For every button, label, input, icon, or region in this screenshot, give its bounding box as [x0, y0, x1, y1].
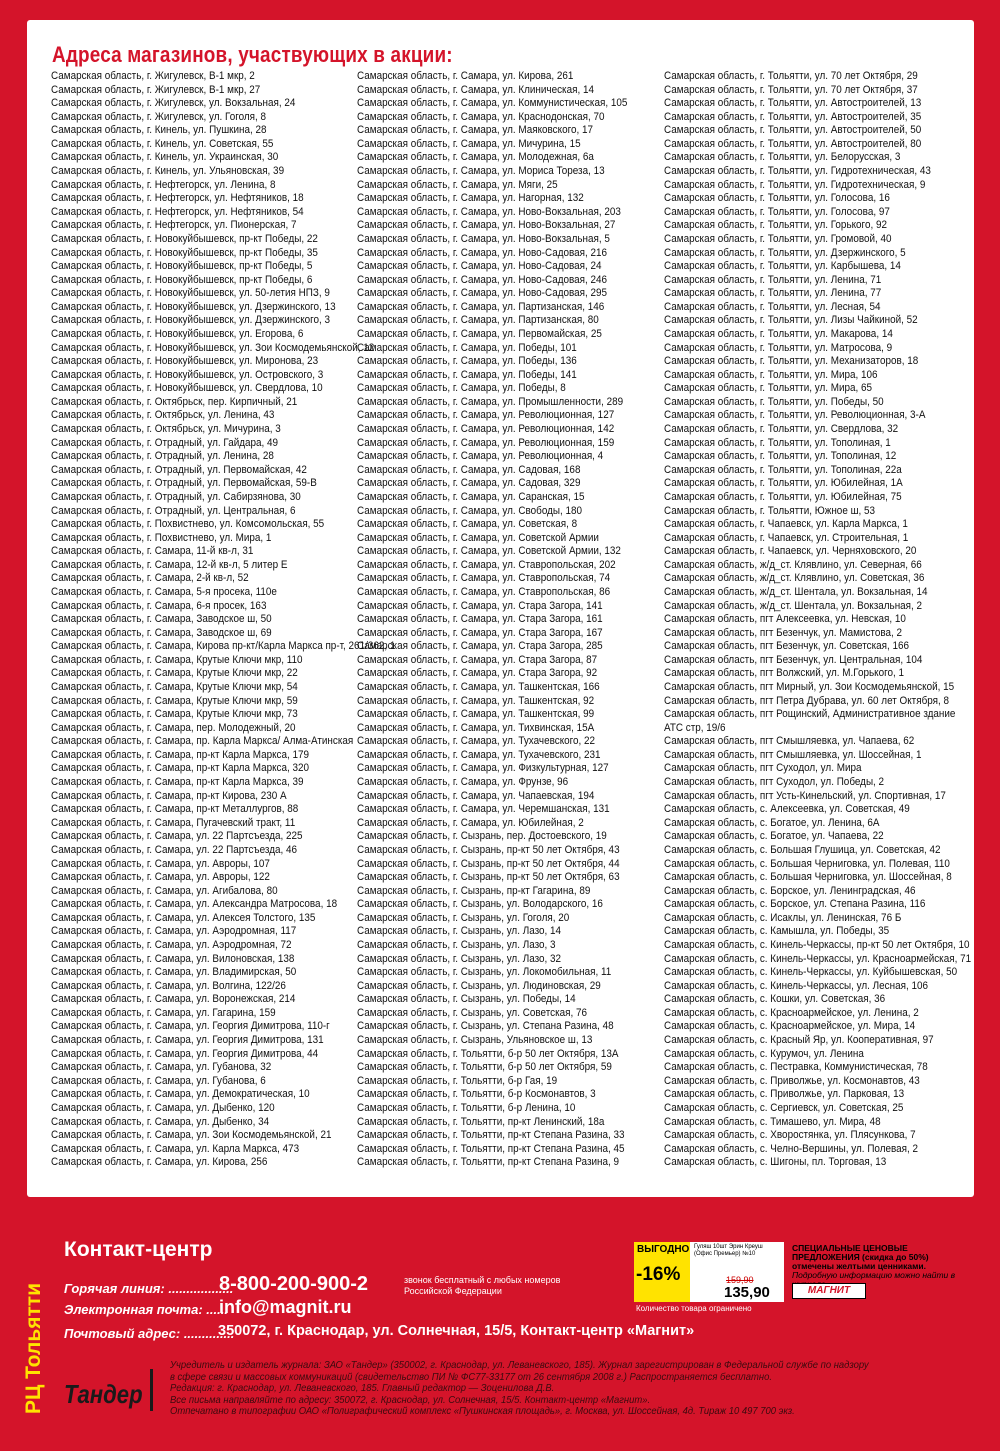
store-address: Самарская область, г. Тольятти, ул. Громовой, 40 — [664, 232, 892, 245]
store-address: Самарская область, г. Самара, ул. Советской Армии, 132 — [357, 545, 621, 558]
store-address: Самарская область, г. Самара, ул. Стара Загора, 141 — [357, 599, 603, 612]
store-address: Самарская область, г. Тольятти, ул. Гидротехническая, 43 — [664, 165, 931, 178]
store-address: Самарская область, г. Самара, ул. Нагорная, 132 — [357, 192, 584, 205]
store-address: Самарская область, г. Самара, ул. Революционная, 159 — [357, 436, 615, 449]
store-address: Самарская область, г. Самара, ул. Партизанская, 146 — [357, 300, 605, 313]
store-address: Самарская область, г. Нефтегорск, ул. Ленина, 8 — [51, 178, 276, 191]
store-address: Самарская область, г. Тольятти, б-р Ленина, 10 — [357, 1101, 576, 1114]
store-address: Самарская область, г. Самара, ул. Фрунзе, 96 — [357, 776, 569, 789]
store-address: Самарская область, г. Тольятти, б-р 50 лет Октября, 59 — [357, 1061, 612, 1074]
store-address: Самарская область, г. Самара, ул. Мичурина, 15 — [357, 137, 581, 150]
store-address: Самарская область, г. Сызрань, ул. Лазо, 3 — [357, 939, 556, 951]
store-address: Самарская область, г. Самара, ул. Вилоновская, 138 — [51, 952, 295, 965]
store-address: Самарская область, г. Сызрань, Ульяновское ш, 13 — [357, 1034, 593, 1047]
store-address: Самарская область, г. Самара, Заводское ш, 50 — [51, 613, 272, 626]
store-address: Самарская область, г. Самара, ул. Авроры, 122 — [51, 871, 270, 884]
store-address: Самарская область, пгт Безенчук, ул. Центральная, 104 — [664, 653, 923, 666]
store-address: Самарская область, г. Нефтегорск, ул. Пионерская, 7 — [51, 219, 297, 232]
store-address: Самарская область, г. Тольятти, ул. Автостроителей, 80 — [664, 137, 922, 150]
store-address: Самарская область, г. Самара, ул. Ново-Вокзальная, 5 — [357, 232, 610, 245]
store-address: Самарская область, г. Самара, ул. Мориса Тореза, 13 — [357, 165, 605, 178]
store-address: Самарская область, г. Самара, ул. Гагарина, 159 — [51, 1006, 276, 1019]
store-address: Самарская область, г. Жигулевск, В-1 мкр, 27 — [51, 83, 261, 96]
store-address: Самарская область, г. Самара, ул. Ташкентская, 92 — [357, 694, 595, 707]
store-address: Самарская область, г. Тольятти, ул. Победы, 50 — [664, 395, 884, 408]
store-address: Самарская область, пгт Волжский, ул. М.Горького, 1 — [664, 667, 904, 680]
store-address: Самарская область, г. Тольятти, Южное ш, 53 — [664, 504, 876, 517]
store-address: Самарская область, г. Тольятти, ул. 70 лет Октября, 37 — [664, 83, 918, 96]
store-address: Самарская область, г. Новокуйбышевск, ул. Островского, 3 — [51, 368, 324, 381]
store-address: Самарская область, г. Новокуйбышевск, пр-кт Победы, 5 — [51, 260, 313, 273]
store-address: Самарская область, ж/д_ст. Клявлино, ул. Северная, 66 — [664, 558, 922, 571]
store-address: Самарская область, г. Самара, пр-кт Кирова, 230 А — [51, 789, 287, 802]
store-address: Самарская область, г. Самара, ул. Стара Загора, 161 — [357, 613, 603, 626]
store-address: Самарская область, г. Сызрань, ул. Лазо, 14 — [357, 925, 562, 938]
store-address: Самарская область, г. Самара, ул. Стара Загора, 167 — [357, 626, 603, 639]
store-address: Самарская область, г. Кинель, ул. Ульяновская, 39 — [51, 165, 285, 178]
special-offers-sub: Подробную информацию можно найти в — [792, 1270, 956, 1280]
store-address: Самарская область, г. Самара, ул. Саранская, 15 — [357, 490, 585, 503]
store-address: Самарская область, г. Новокуйбышевск, ул. Миронова, 23 — [51, 355, 319, 368]
store-address: Самарская область, г. Самара, ул. Клиническая, 14 — [357, 83, 594, 96]
store-address: Самарская область, г. Самара, ул. Демократическая, 10 — [51, 1088, 310, 1101]
store-address: Самарская область, г. Самара, ул. Маяковского, 17 — [357, 124, 593, 137]
store-address: Самарская область, г. Самара, Крутые Ключи мкр, 59 — [51, 694, 298, 707]
store-address: Самарская область, с. Кинель-Черкассы, ул. Лесная, 106 — [664, 979, 928, 992]
store-address: Самарская область, пгт Суходол, ул. Победы, 2 — [664, 776, 885, 789]
store-address: Самарская область, пгт Безенчук, ул. Мамистова, 2 — [664, 626, 902, 639]
store-address: Самарская область, пгт Безенчук, ул. Советская, 166 — [664, 640, 910, 653]
store-address: Самарская область, г. Тольятти, ул. Революционная, 3-А — [664, 409, 926, 422]
store-address: Самарская область, ж/д_ст. Шентала, ул. Вокзальная, 14 — [664, 585, 928, 598]
store-address: Самарская область, г. Сызрань, пр-кт 50 лет Октября, 63 — [357, 871, 620, 884]
store-address: Самарская область, г. Тольятти, пр-кт Ленинский, 18а — [357, 1115, 605, 1128]
store-address: Самарская область, г. Самара, ул. Садовая, 168 — [357, 463, 581, 476]
store-address: Самарская область, г. Сызрань, ул. Степана Разина, 48 — [357, 1020, 614, 1033]
store-address: Самарская область, г. Октябрьск, ул. Ленина, 43 — [51, 409, 275, 422]
store-address: Самарская область, с. Кинель-Черкассы, ул. Красноармейская, 71 — [664, 952, 972, 965]
store-address: Самарская область, г. Самара, ул. Молодежная, 6а — [357, 151, 594, 164]
store-address: Самарская область, г. Самара, 5-я просека, 110е — [51, 585, 277, 598]
store-address: Самарская область, г. Тольятти, ул. Мира, 65 — [664, 382, 873, 395]
store-address: Самарская область, г. Самара, ул. Промышленности, 289 — [357, 395, 624, 408]
store-address: Самарская область, пгт Смышляевка, ул. Шоссейная, 1 — [664, 748, 922, 761]
store-address: Самарская область, г. Самара, ул. Ставропольская, 74 — [357, 572, 611, 585]
promo-discount: -16% — [636, 1264, 681, 1285]
store-address: Самарская область, г. Самара, ул. Свободы, 180 — [357, 504, 583, 517]
store-address: Самарская область, с. Большая Глушица, ул. Советская, 42 — [664, 843, 941, 856]
store-address: Самарская область, с. Приволжье, ул. Космонавтов, 43 — [664, 1074, 920, 1087]
store-address: Самарская область, г. Самара, ул. Физкультурная, 127 — [357, 762, 609, 775]
store-address: Самарская область, г. Самара, ул. Коммунистическая, 105 — [357, 97, 628, 110]
store-address: Самарская область, с. Богатое, ул. Чапаева, 22 — [664, 830, 884, 843]
store-address: Самарская область, г. Самара, ул. Аэродромная, 117 — [51, 925, 297, 938]
store-address: Самарская область, г. Тольятти, ул. Горького, 92 — [664, 219, 887, 232]
promo-product: Гуляш 10шт Эрин Креуш (Офис Премьер) №10 — [694, 1244, 763, 1257]
store-address: Самарская область, г. Нефтегорск, ул. Нефтяников, 18 — [51, 192, 304, 205]
store-address: Самарская область, г. Похвистнево, ул. Комсомольская, 55 — [51, 518, 325, 531]
store-address: Самарская область, г. Самара, ул. Георгия Димитрова, 131 — [51, 1034, 324, 1047]
store-address: Самарская область, г. Самара, ул. Георгия Димитрова, 44 — [51, 1047, 319, 1060]
store-address: Самарская область, г. Сызрань, пр-кт 50 лет Октября, 43 — [357, 843, 620, 856]
store-address: Самарская область, с. Хворостянка, ул. Плясункова, 7 — [664, 1129, 916, 1142]
store-address: Самарская область, с. Кинель-Черкассы, пр-кт 50 лет Октября, 10 — [664, 939, 970, 951]
store-address: Самарская область, г. Тольятти, пр-кт Степана Разина, 9 — [357, 1156, 619, 1169]
store-address: Самарская область, г. Самара, пр. Карла Маркса/ Алма-Атинская — [51, 735, 354, 748]
store-address: Самарская область, г. Сызрань, ул. Локомобильная, 11 — [357, 966, 612, 979]
store-address: Самарская область, с. Кошки, ул. Советская, 36 — [664, 993, 886, 1006]
store-address: Самарская область, г. Самара, ул. Ташкентская, 166 — [357, 681, 600, 694]
store-address: Самарская область, г. Самара, ул. Победы, 8 — [357, 382, 566, 395]
store-address: Самарская область, г. Самара, ул. Революционная, 4 — [357, 450, 604, 463]
store-address: Самарская область, г. Тольятти, б-р Космонавтов, 3 — [357, 1088, 596, 1101]
store-address: Самарская область, г. Чапаевск, ул. Черняховского, 20 — [664, 545, 917, 558]
store-address: Самарская область, с. Красный Яр, ул. Кооперативная, 97 — [664, 1034, 934, 1047]
hotline-number[interactable]: 8-800-200-900-2 — [219, 1273, 368, 1295]
store-address: Самарская область, г. Самара, ул. 22 Партсъезда, 46 — [51, 843, 298, 856]
store-address: Самарская область, г. Тольятти, ул. Белорусская, 3 — [664, 151, 901, 164]
store-address: Самарская область, г. Самара, ул. Ново-Вокзальная, 27 — [357, 219, 616, 232]
promo-price-tag — [634, 1242, 784, 1302]
store-address: Самарская область, г. Сызрань, пер. Достоевского, 19 — [357, 830, 607, 843]
store-address: Самарская область, г. Самара, 2-й кв-л, 52 — [51, 572, 249, 585]
store-address: Самарская область, г. Новокуйбышевск, пр-кт Победы, 6 — [51, 273, 313, 286]
store-address: Самарская область, г. Самара, пр-кт Карла Маркса, 179 — [51, 748, 310, 761]
store-address: Самарская область, г. Новокуйбышевск, пр-кт Победы, 22 — [51, 232, 318, 245]
store-address: Самарская область, г. Самара, 12-й кв-л, 5 литер Е — [51, 558, 288, 571]
store-address: Самарская область, г. Тольятти, ул. Тополиная, 1 — [664, 436, 891, 449]
imprint — [170, 1360, 980, 1418]
store-address: Самарская область, г. Тольятти, ул. Юбилейная, 1А — [664, 477, 903, 490]
promo-old-price: 159,90 — [726, 1275, 754, 1285]
store-address: Самарская область, г. Самара, ул. Победы, 136 — [357, 355, 577, 368]
imprint-line: Все письма направляйте по адресу: 350072, г. Краснодар, ул. Солнечная, 15/5. Контакт-центр «Магнит». — [170, 1393, 651, 1406]
store-address: Самарская область, г. Самара, ул. Черемшанская, 131 — [357, 803, 610, 816]
store-address: Самарская область, г. Сызрань, ул. Людиновская, 29 — [357, 979, 601, 992]
store-address: Самарская область, г. Тольятти, ул. Тополиная, 22а — [664, 463, 902, 476]
store-address: Самарская область, г. Самара, ул. Победы, 101 — [357, 341, 577, 354]
store-address: Самарская область, г. Кинель, ул. Украинская, 30 — [51, 151, 279, 164]
store-address: Самарская область, г. Самара, ул. Ташкентская, 99 — [357, 708, 595, 721]
tander-logo-bar — [150, 1369, 153, 1411]
store-address: Самарская область, г. Отрадный, ул. Ленина, 28 — [51, 450, 274, 463]
store-address: Самарская область, г. Тольятти, ул. Автостроителей, 50 — [664, 124, 922, 137]
store-address: Самарская область, г. Тольятти, пр-кт Степана Разина, 45 — [357, 1142, 625, 1155]
store-address: Самарская область, г. Самара, ул. Революционная, 127 — [357, 409, 615, 422]
store-address: АТС стр, 19/6 — [664, 721, 726, 734]
store-address: Самарская область, г. Сызрань, ул. Володарского, 16 — [357, 898, 603, 911]
promo-new-price: 135,90 — [724, 1284, 770, 1301]
store-address: Самарская область, г. Сызрань, ул. Гоголя, 20 — [357, 911, 570, 924]
store-address: Самарская область, г. Тольятти, ул. Свердлова, 32 — [664, 423, 899, 436]
store-address: Самарская область, г. Самара, ул. Тухачевского, 22 — [357, 735, 596, 748]
store-address: Самарская область, г. Самара, ул. Партизанская, 80 — [357, 314, 599, 327]
store-address: Самарская область, г. Самара, ул. Ново-Садовая, 246 — [357, 273, 608, 286]
store-address: Самарская область, пгт Суходол, ул. Мира — [664, 762, 862, 775]
store-address: Самарская область, с. Шигоны, пл. Торговая, 13 — [664, 1156, 887, 1169]
store-address: Самарская область, пгт Рощинский, Административное здание — [664, 708, 956, 721]
store-address: Самарская область, г. Нефтегорск, ул. Нефтяников, 54 — [51, 205, 304, 218]
store-address: Самарская область, г. Самара, ул. Тихвинская, 15А — [357, 721, 595, 734]
store-address: Самарская область, г. Самара, Кирова пр-кт/Карла Маркса пр-т, 261/362, 1 — [51, 640, 396, 653]
store-address: Самарская область, г. Самара, пр-кт Металлургов, 88 — [51, 803, 299, 816]
promo-qty-note: Количество товара ограничено — [636, 1304, 752, 1313]
store-address: Самарская область, г. Самара, ул. Ново-Садовая, 216 — [357, 246, 608, 259]
store-address: Самарская область, г. Самара, пер. Молодежный, 20 — [51, 721, 296, 734]
store-address: Самарская область, с. Пестравка, Коммунистическая, 78 — [664, 1061, 928, 1074]
store-address: Самарская область, г. Самара, ул. Стара Загора, 87 — [357, 653, 598, 666]
imprint-line: Редакция: г. Краснодар, ул. Леваневского, 185. Главный редактор — Зоценилова Д.В. — [170, 1382, 555, 1394]
store-address: Самарская область, г. Самара, ул. Георгия Димитрова, 110-г — [51, 1020, 330, 1033]
store-address: Самарская область, г. Тольятти, пр-кт Степана Разина, 33 — [357, 1129, 625, 1142]
store-address: Самарская область, г. Самара, ул. Дыбенко, 34 — [51, 1115, 270, 1128]
store-address: Самарская область, г. Самара, Крутые Ключи мкр, 54 — [51, 681, 298, 694]
store-address: Самарская область, пгт Алексеевка, ул. Невская, 10 — [664, 613, 906, 626]
store-address: Самарская область, г. Новокуйбышевск, ул. Свердлова, 10 — [51, 382, 323, 395]
store-address: Самарская область, г. Тольятти, ул. Голосова, 16 — [664, 192, 890, 205]
address-column-3 — [664, 70, 972, 1170]
store-address: Самарская область, пгт Петра Дубрава, ул. 60 лет Октября, 8 — [664, 694, 950, 707]
store-address: Самарская область, с. Большая Черниговка, ул. Полевая, 110 — [664, 857, 950, 870]
store-address: Самарская область, г. Самара, ул. Ново-Вокзальная, 203 — [357, 205, 621, 218]
store-address: Самарская область, с. Кинель-Черкассы, ул. Куйбышевская, 50 — [664, 966, 958, 979]
store-address: Самарская область, г. Самара, Крутые Ключи мкр, 22 — [51, 667, 298, 680]
store-address: Самарская область, с. Приволжье, ул. Парковая, 13 — [664, 1088, 905, 1101]
store-address: Самарская область, г. Октябрьск, ул. Мичурина, 3 — [51, 423, 281, 436]
store-address: Самарская область, г. Самара, ул. Революционная, 142 — [357, 423, 615, 436]
special-offers-title: СПЕЦИАЛЬНЫЕ ЦЕНОВЫЕ ПРЕДЛОЖЕНИЯ (скидка до 50%) отмечены желтыми ценниками. — [792, 1243, 929, 1271]
store-address: Самарская область, г. Самара, ул. Алексея Толстого, 135 — [51, 911, 316, 924]
store-address: Самарская область, г. Самара, ул. Мяги, 25 — [357, 178, 558, 191]
postal-label: Почтовый адрес: .............. — [64, 1326, 235, 1341]
store-address: Самарская область, г. Тольятти, ул. Лесная, 54 — [664, 300, 881, 313]
store-address: Самарская область, г. Самара, ул. Победы, 141 — [357, 368, 577, 381]
store-address: Самарская область, г. Самара, ул. Александра Матросова, 18 — [51, 898, 338, 911]
store-address: Самарская область, с. Камышла, ул. Победы, 35 — [664, 925, 890, 938]
store-address: Самарская область, ж/д_ст. Шентала, ул. Вокзальная, 2 — [664, 599, 923, 612]
store-address: Самарская область, г. Самара, пр-кт Карла Маркса, 39 — [51, 776, 304, 789]
store-address: Самарская область, г. Самара, ул. Аэродромная, 72 — [51, 939, 292, 951]
email-link[interactable]: info@magnit.ru — [219, 1297, 352, 1317]
store-address: Самарская область, г. Сызрань, пр-кт Гагарина, 89 — [357, 884, 591, 897]
store-address: Самарская область, г. Тольятти, б-р 50 лет Октября, 13А — [357, 1047, 619, 1060]
store-address: Самарская область, г. Новокуйбышевск, ул. 50-летия НПЗ, 9 — [51, 287, 330, 300]
store-address: Самарская область, г. Самара, ул. Первомайская, 25 — [357, 327, 602, 340]
store-address: Самарская область, г. Самара, Крутые Ключи мкр, 110 — [51, 653, 303, 666]
store-address: Самарская область, с. Богатое, ул. Ленина, 6А — [664, 816, 880, 829]
store-address: Самарская область, г. Самара, ул. Ставропольская, 86 — [357, 585, 611, 598]
store-address: Самарская область, с. Красноармейское, ул. Мира, 14 — [664, 1020, 916, 1033]
store-address: Самарская область, г. Самара, ул. Советской Армии — [357, 531, 599, 544]
store-address: Самарская область, г. Самара, ул. Дыбенко, 120 — [51, 1101, 275, 1114]
store-address: Самарская область, г. Самара, ул. Владимирская, 50 — [51, 966, 297, 979]
store-address: Самарская область, г. Октябрьск, пер. Кирпичный, 21 — [51, 395, 298, 408]
store-address: Самарская область, г. Самара, ул. Зои Космодемьянской, 21 — [51, 1129, 332, 1142]
imprint-line: Учредитель и издатель журнала: ЗАО «Тандер» (350002, г. Краснодар, ул. Леваневского, 185). Журнал зарегистрирован в Федеральной службе по надзору — [170, 1359, 869, 1371]
store-address: Самарская область, г. Новокуйбышевск, ул. Егорова, 6 — [51, 327, 304, 340]
store-address: Самарская область, г. Самара, ул. Ставропольская, 202 — [357, 558, 616, 571]
contact-title: Контакт-центр — [64, 1238, 213, 1261]
store-address: Самарская область, г. Самара, ул. Стара Загора, 92 — [357, 667, 598, 680]
imprint-line: Отпечатано в типографии ОАО «Полиграфический комплекс «Пушкинская площадь», г. Москва, ул. Шоссейная, 4д. Тираж 10 497 700 экз. — [170, 1405, 795, 1417]
store-address: Самарская область, г. Новокуйбышевск, пр-кт Победы, 35 — [51, 246, 318, 259]
store-address: Самарская область, г. Сызрань, ул. Советская, 76 — [357, 1006, 588, 1019]
store-address: Самарская область, г. Отрадный, ул. Сабирзянова, 30 — [51, 490, 301, 503]
store-address: Самарская область, с. Сергиевск, ул. Советская, 25 — [664, 1101, 904, 1114]
store-address: Самарская область, с. Красноармейское, ул. Ленина, 2 — [664, 1006, 919, 1019]
store-address: Самарская область, г. Тольятти, б-р Гая, 19 — [357, 1074, 558, 1087]
store-address: Самарская область, г. Самара, ул. Губанова, 6 — [51, 1074, 266, 1087]
store-address: Самарская область, с. Курумоч, ул. Ленина — [664, 1047, 864, 1060]
store-address: Самарская область, г. Жигулевск, ул. Вокзальная, 24 — [51, 97, 296, 110]
store-address: Самарская область, г. Самара, Пугачевский тракт, 11 — [51, 816, 296, 829]
store-address: Самарская область, г. Сызрань, ул. Лазо, 32 — [357, 952, 562, 965]
store-address: Самарская область, г. Тольятти, ул. Тополиная, 12 — [664, 450, 897, 463]
store-address: Самарская область, пгт Смышляевка, ул. Чапаева, 62 — [664, 735, 915, 748]
store-address: Самарская область, г. Самара, ул. Карла Маркса, 473 — [51, 1142, 300, 1155]
store-address: Самарская область, г. Чапаевск, ул. Карла Маркса, 1 — [664, 518, 908, 531]
hotline-note: звонок бесплатный с любых номеров Российской Федерации — [404, 1275, 561, 1296]
store-address: Самарская область, с. Борское, ул. Степана Разина, 116 — [664, 898, 926, 911]
store-address: Самарская область, г. Жигулевск, ул. Гоголя, 8 — [51, 110, 267, 123]
tander-logo-text: Тандер — [64, 1379, 143, 1409]
store-address: Самарская область, г. Тольятти, ул. Гидротехническая, 9 — [664, 178, 926, 191]
tander-logo — [60, 1369, 160, 1411]
store-address: Самарская область, г. Самара, ул. Губанова, 32 — [51, 1061, 272, 1074]
address-column-1 — [51, 70, 396, 1170]
store-address: Самарская область, г. Новокуйбышевск, ул. Дзержинского, 13 — [51, 300, 336, 313]
store-address: Самарская область, г. Самара, ул. Советская, 8 — [357, 518, 578, 531]
store-address: Самарская область, г. Самара, пр-кт Карла Маркса, 320 — [51, 762, 310, 775]
store-address: Самарская область, г. Отрадный, ул. Первомайская, 42 — [51, 463, 307, 476]
store-address: Самарская область, г. Тольятти, ул. Ленина, 77 — [664, 287, 882, 300]
store-address: Самарская область, с. Борское, ул. Ленинградская, 46 — [664, 884, 916, 897]
store-address: Самарская область, г. Самара, ул. Ново-Садовая, 295 — [357, 287, 608, 300]
magnit-logo: МАГНИТ — [792, 1283, 866, 1299]
store-address: Самарская область, г. Жигулевск, В-1 мкр, 2 — [51, 70, 255, 82]
store-address: Самарская область, г. Самара, ул. Авроры, 107 — [51, 857, 270, 870]
store-address: Самарская область, г. Тольятти, ул. Мира, 106 — [664, 368, 878, 381]
address-column-2 — [357, 70, 647, 1170]
store-address: Самарская область, г. Тольятти, ул. Механизаторов, 18 — [664, 355, 919, 368]
store-address: Самарская область, г. Тольятти, ул. Автостроителей, 13 — [664, 97, 922, 110]
store-address: Самарская область, с. Исаклы, ул. Ленинская, 76 Б — [664, 911, 902, 924]
store-address: Самарская область, г. Сызрань, пр-кт 50 лет Октября, 44 — [357, 857, 620, 870]
store-address: Самарская область, с. Большая Черниговка, ул. Шоссейная, 8 — [664, 871, 952, 884]
store-address: Самарская область, пгт Мирный, ул. Зои Космодемьянской, 15 — [664, 681, 955, 694]
store-address: Самарская область, с. Челно-Вершины, ул. Полевая, 2 — [664, 1142, 919, 1155]
store-address: Самарская область, с. Алексеевка, ул. Советская, 49 — [664, 803, 910, 816]
store-address: Самарская область, с. Тимашево, ул. Мира, 48 — [664, 1115, 881, 1128]
store-address: Самарская область, г. Самара, 6-я просек, 163 — [51, 599, 267, 612]
store-address: Самарская область, г. Отрадный, ул. Центральная, 6 — [51, 504, 296, 517]
store-address: Самарская область, г. Самара, ул. Краснодонская, 70 — [357, 110, 605, 123]
imprint-line: в сфере связи и массовых коммуникаций (свидетельство ПИ № ФС77-33177 от 26 сентября 2008 г.) Распространяется бесплатно. — [170, 1370, 772, 1383]
store-address: Самарская область, г. Тольятти, ул. Ленина, 71 — [664, 273, 882, 286]
store-address: Самарская область, г. Тольятти, ул. Матросова, 9 — [664, 341, 893, 354]
hotline-label: Горячая линия: .................. — [64, 1281, 234, 1296]
store-address: Самарская область, г. Кинель, ул. Пушкина, 28 — [51, 124, 267, 137]
store-address: Самарская область, пгт Усть-Кинельский, ул. Спортивная, 17 — [664, 789, 946, 802]
store-address: Самарская область, г. Чапаевск, ул. Строительная, 1 — [664, 531, 909, 544]
store-address: Самарская область, г. Самара, Заводское ш, 69 — [51, 626, 272, 639]
store-address: Самарская область, г. Тольятти, ул. Автостроителей, 35 — [664, 110, 922, 123]
store-address: Самарская область, г. Самара, ул. Тухачевского, 231 — [357, 748, 601, 761]
store-address: Самарская область, г. Самара, ул. Волгина, 122/26 — [51, 979, 286, 992]
store-address: Самарская область, г. Сызрань, ул. Победы, 14 — [357, 993, 576, 1006]
store-address: Самарская область, г. Самара, ул. Садовая, 329 — [357, 477, 581, 490]
postal-address: 350072, г. Краснодар, ул. Солнечная, 15/5, Контакт-центр «Магнит» — [218, 1323, 695, 1339]
store-address: Самарская область, г. Самара, 11-й кв-л, 31 — [51, 545, 254, 558]
store-address: Самарская область, г. Самара, ул. Ново-Садовая, 24 — [357, 260, 602, 273]
store-address: Самарская область, г. Похвистнево, ул. Мира, 1 — [51, 531, 272, 544]
store-address: Самарская область, г. Новокуйбышевск, ул. Дзержинского, 3 — [51, 314, 331, 327]
store-address: Самарская область, г. Самара, ул. Агибалова, 80 — [51, 884, 278, 897]
store-address: Самарская область, г. Новокуйбышевск, ул. Зои Космодемьянской, 12 — [51, 341, 375, 354]
store-address: Самарская область, г. Тольятти, ул. Юбилейная, 75 — [664, 490, 902, 503]
store-address: Самарская область, г. Самара, ул. Кирова, 256 — [51, 1156, 268, 1169]
store-address: Самарская область, ж/д_ст. Клявлино, ул. Советская, 36 — [664, 572, 925, 585]
store-address: Самарская область, г. Самара, ул. Воронежская, 214 — [51, 993, 296, 1006]
store-address: Самарская область, г. Самара, ул. Юбилейная, 2 — [357, 816, 584, 829]
store-address: Самарская область, г. Кинель, ул. Советская, 55 — [51, 137, 274, 150]
store-address: Самарская область, г. Тольятти, ул. Дзержинского, 5 — [664, 246, 906, 259]
store-address: Самарская область, г. Самара, ул. Стара Загора, 285 — [357, 640, 603, 653]
store-address: Самарская область, г. Самара, ул. 22 Партсъезда, 225 — [51, 830, 303, 843]
promo-badge: ВЫГОДНО — [637, 1244, 690, 1255]
store-address: Самарская область, г. Отрадный, ул. Гайдара, 49 — [51, 436, 279, 449]
email-label: Электронная почта: ...... — [64, 1302, 228, 1317]
store-address: Самарская область, г. Самара, Крутые Ключи мкр, 73 — [51, 708, 298, 721]
store-address: Самарская область, г. Тольятти, ул. 70 лет Октября, 29 — [664, 70, 918, 82]
store-address: Самарская область, г. Тольятти, ул. Лизы Чайкиной, 52 — [664, 314, 918, 327]
store-address: Самарская область, г. Самара, ул. Чапаевская, 194 — [357, 789, 595, 802]
store-address: Самарская область, г. Тольятти, ул. Карбышева, 14 — [664, 260, 901, 273]
side-label: РЦ Тольятти — [22, 1283, 45, 1414]
store-address: Самарская область, г. Тольятти, ул. Голосова, 97 — [664, 205, 890, 218]
store-address: Самарская область, г. Отрадный, ул. Первомайская, 59-В — [51, 477, 317, 490]
page-title: Адреса магазинов, участвующих в акции: — [52, 42, 453, 67]
store-address: Самарская область, г. Самара, ул. Кирова, 261 — [357, 70, 574, 82]
store-address: Самарская область, г. Тольятти, ул. Макарова, 14 — [664, 327, 893, 340]
